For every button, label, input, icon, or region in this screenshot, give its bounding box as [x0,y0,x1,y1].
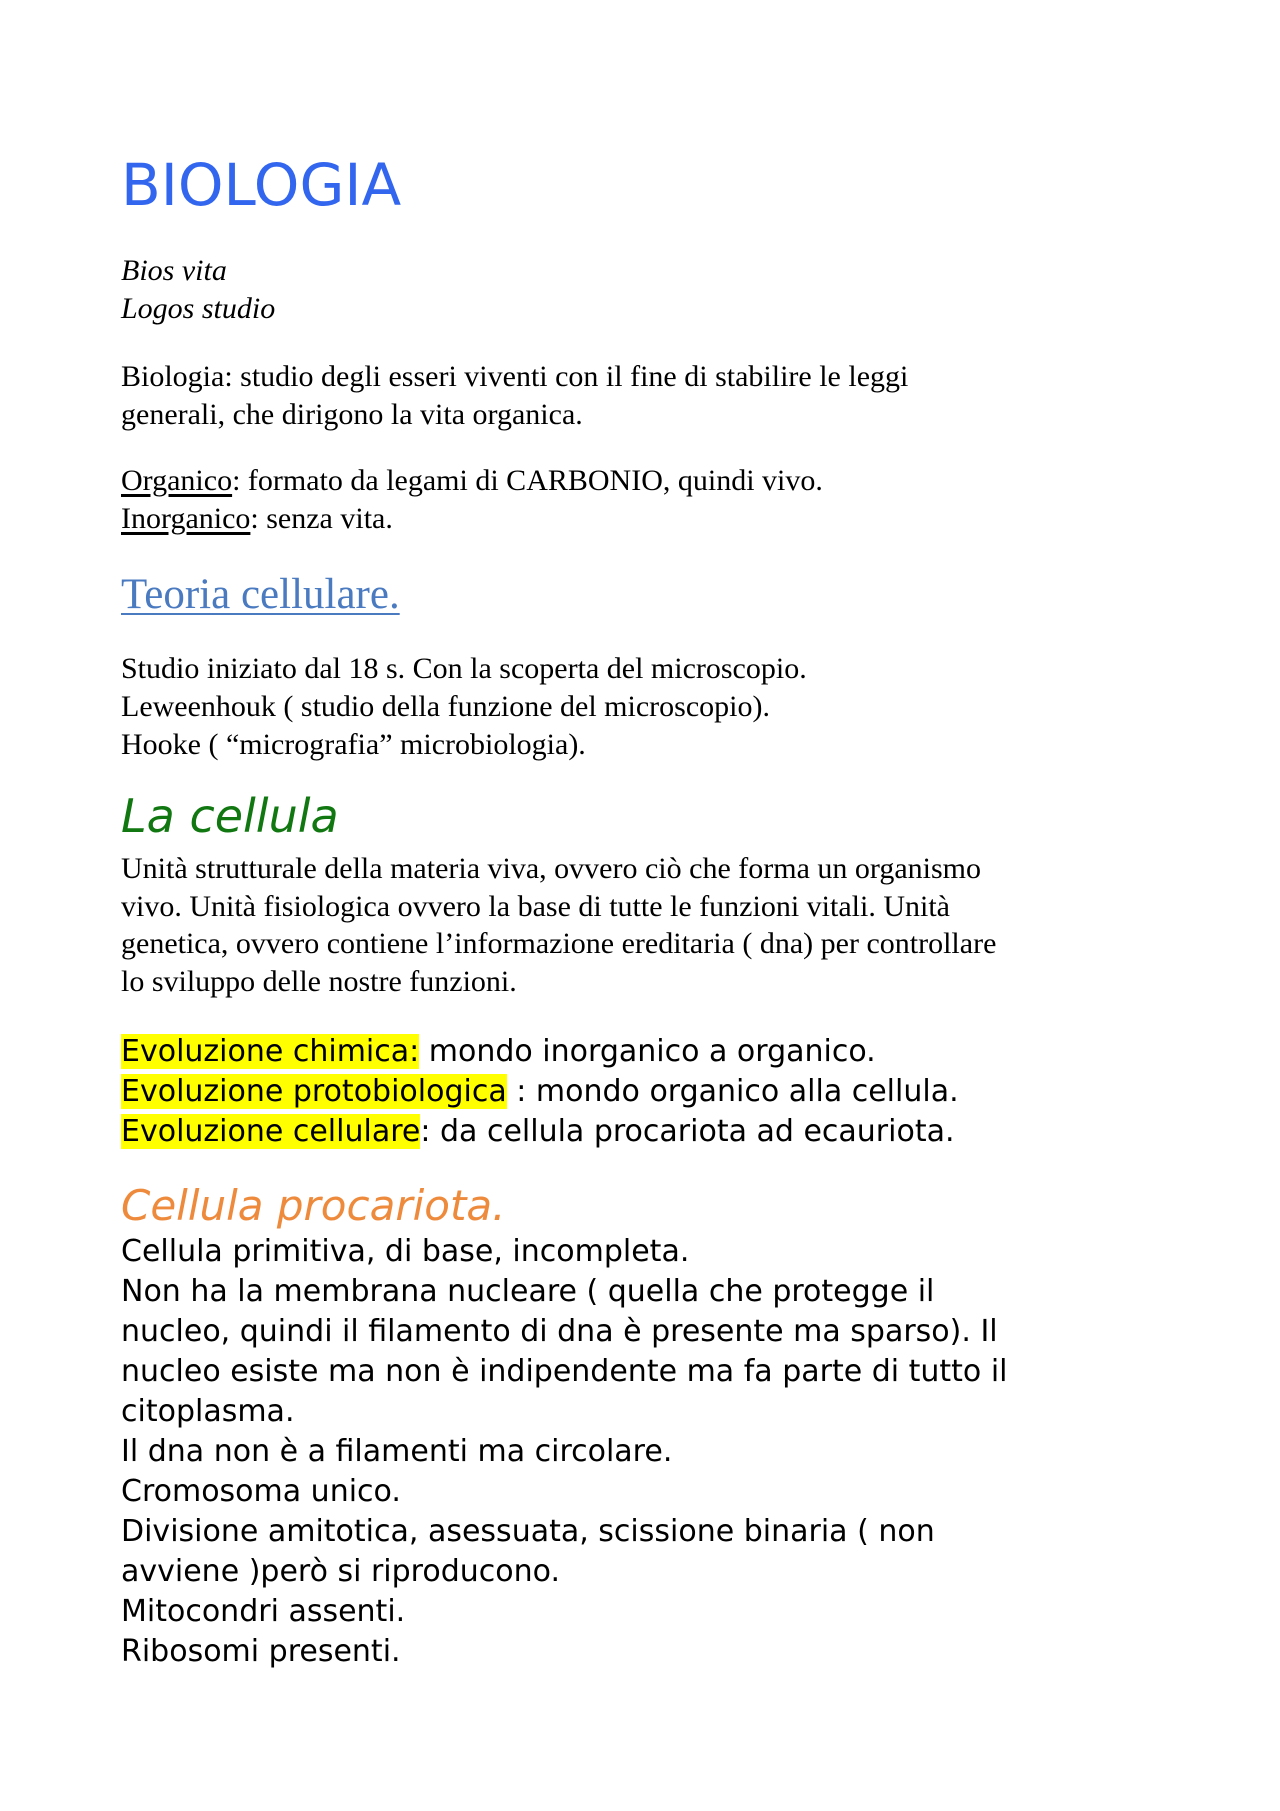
evoluzione-item [121,1032,1161,1072]
procariota-line: Non ha la membrana nucleare ( quella che protegge il [121,1274,935,1309]
teoria-line: Leweenhouk ( studio della funzione del microscopio). [121,690,770,723]
definition-line: generali, che dirigono la vita organica. [121,398,583,431]
definition-paragraph [121,358,1161,434]
inorganico-line [121,500,1161,538]
cellula-line: vivo. Unità fisiologica ovvero la base di tutte le funzioni vitali. Unità [121,889,950,923]
procariota-line: nucleo, quindi il filamento di dna è presente ma sparso). Il [121,1314,998,1349]
teoria-line: Hooke ( “micrografia” microbiologia). [121,728,586,761]
evoluzione-list [121,1032,1161,1152]
organico-line [121,462,1161,500]
inorganico-term: Inorganico [121,502,251,535]
etymology-line: Bios vita [121,254,227,287]
procariota-line: citoplasma. [121,1394,295,1429]
cellula-paragraph [121,850,1161,1000]
organico-desc: : formato da legami di CARBONIO, quindi vivo. [232,464,823,497]
procariota-paragraph [121,1232,1161,1672]
organico-term: Organico [121,464,233,497]
procariota-line: Mitocondri assenti. [121,1594,406,1629]
teoria-paragraph [121,650,1161,764]
procariota-line: avviene )però si riproducono. [121,1554,560,1589]
evoluzione-term: Evoluzione cellulare [121,1114,421,1149]
procariota-line: Cellula primitiva, di base, incompleta. [121,1234,690,1269]
cellula-heading: La cellula [121,789,339,843]
inorganico-desc: : senza vita. [250,502,393,535]
procariota-line: Cromosoma unico. [121,1474,401,1509]
procariota-heading: Cellula procariota. [121,1181,506,1230]
evoluzione-desc: : mondo organico alla cellula. [506,1074,959,1109]
procariota-line: nucleo esiste ma non è indipendente ma fa parte di tutto il [121,1354,1008,1389]
evoluzione-term: Evoluzione protobiologica [121,1074,507,1109]
evoluzione-item [121,1112,1161,1152]
etymology [121,252,1161,328]
evoluzione-desc: mondo inorganico a organico. [419,1034,876,1069]
etymology-line: Logos studio [121,292,276,325]
evoluzione-term: Evoluzione chimica: [121,1034,420,1069]
procariota-line: Divisione amitotica, asessuata, scissione binaria ( non [121,1514,935,1549]
definition-line: Biologia: studio degli esseri viventi con il fine di stabilire le leggi [121,360,909,393]
teoria-line: Studio iniziato dal 18 s. Con la scoperta del microscopio. [121,652,807,685]
cellula-line: genetica, ovvero contiene l’informazione ereditaria ( dna) per controllare [121,927,997,960]
procariota-line: Ribosomi presenti. [121,1634,401,1669]
evoluzione-desc: : da cellula procariota ad ecauriota. [420,1114,955,1149]
organico-paragraph [121,462,1161,538]
teoria-heading: Teoria cellulare. [121,571,400,618]
cellula-line: lo sviluppo delle nostre funzioni. [121,964,517,998]
evoluzione-item [121,1072,1161,1112]
page-title: BIOLOGIA [121,151,402,219]
cellula-line: Unità strutturale della materia viva, ovvero ciò che forma un organismo [121,852,981,885]
procariota-line: Il dna non è a filamenti ma circolare. [121,1434,673,1469]
